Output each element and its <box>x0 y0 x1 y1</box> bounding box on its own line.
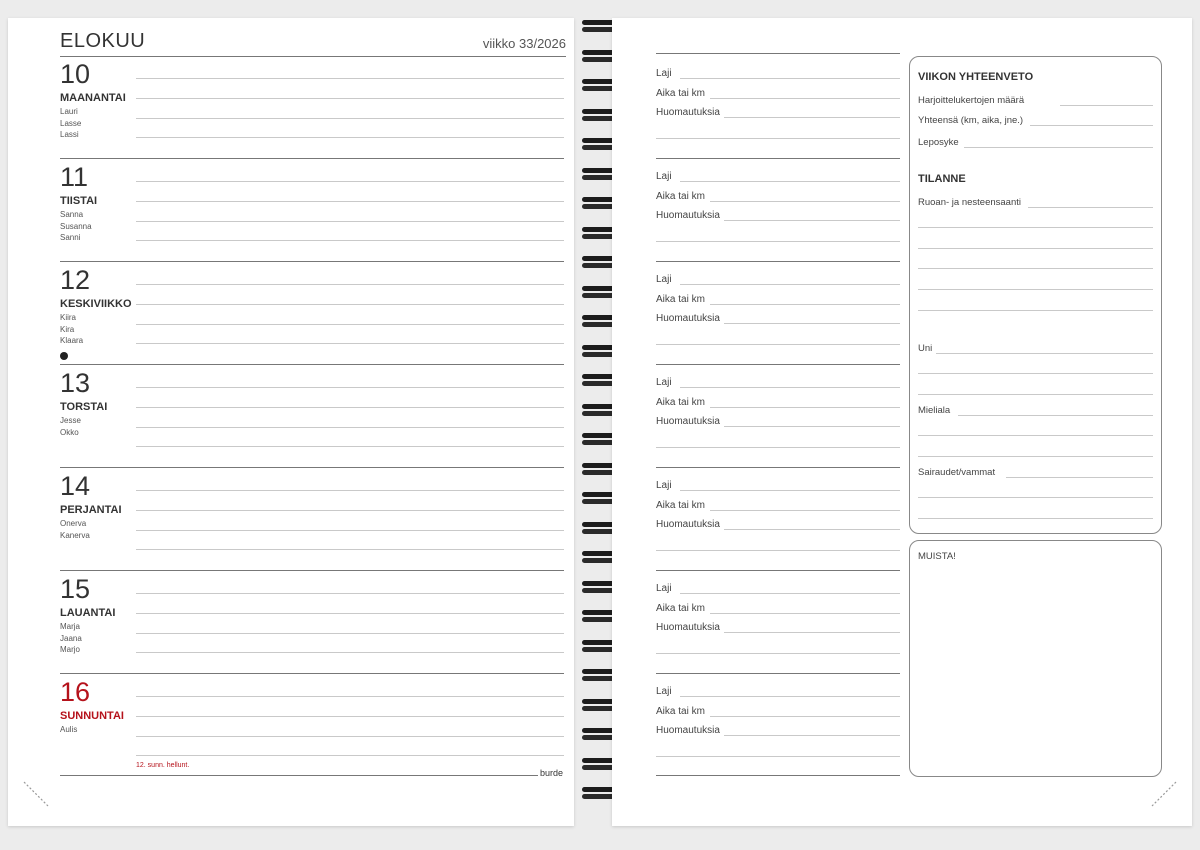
day-number: 10 <box>60 59 91 89</box>
writing-line[interactable] <box>918 289 1153 290</box>
laji-line[interactable] <box>680 284 900 285</box>
huom-label: Huomautuksia <box>656 416 720 427</box>
day-separator <box>60 261 564 262</box>
writing-line[interactable] <box>656 756 900 757</box>
laji-label: Laji <box>656 480 672 491</box>
brand-logo: burde <box>540 768 564 778</box>
aika-label: Aika tai km <box>656 191 705 202</box>
name-days <box>60 312 83 347</box>
laji-line[interactable] <box>680 696 900 697</box>
writing-line[interactable] <box>656 138 900 139</box>
name-days <box>60 209 92 244</box>
name-days <box>60 621 82 656</box>
summary-field-line[interactable] <box>964 147 1153 148</box>
writing-line[interactable] <box>656 653 900 654</box>
writing-line[interactable] <box>136 118 564 119</box>
writing-line[interactable] <box>918 497 1153 498</box>
day-name: PERJANTAI <box>60 504 122 516</box>
day-name: TIISTAI <box>60 195 98 207</box>
day-number: 13 <box>60 368 91 398</box>
name-day: Jaana <box>60 633 82 643</box>
writing-line[interactable] <box>918 248 1153 249</box>
training-block-friday[interactable] <box>656 480 900 580</box>
huom-line[interactable] <box>724 220 900 221</box>
writing-line[interactable] <box>918 310 1153 311</box>
name-day: Klaara <box>60 336 84 345</box>
aika-line[interactable] <box>710 510 900 511</box>
name-day: Susanna <box>60 221 92 231</box>
day-number: 14 <box>60 471 91 501</box>
summary-field-label: Harjoittelukertojen määrä <box>918 95 1025 106</box>
aika-label: Aika tai km <box>656 294 705 305</box>
aika-label: Aika tai km <box>656 706 705 717</box>
laji-line[interactable] <box>680 78 900 79</box>
day-saturday[interactable] <box>60 575 564 675</box>
huom-line[interactable] <box>724 117 900 118</box>
writing-line[interactable] <box>136 755 564 756</box>
writing-line[interactable] <box>918 518 1153 519</box>
writing-line[interactable] <box>136 490 564 491</box>
status-title: TILANNE <box>918 173 966 185</box>
day-separator <box>656 158 900 159</box>
left-page <box>8 18 574 826</box>
day-monday[interactable] <box>60 60 564 160</box>
huom-label: Huomautuksia <box>656 622 720 633</box>
header-rule <box>60 56 566 57</box>
status-field-label: Mieliala <box>918 405 951 416</box>
writing-line[interactable] <box>136 510 564 511</box>
day-name: TORSTAI <box>60 401 108 413</box>
name-day: Okko <box>60 427 79 437</box>
writing-line[interactable] <box>136 221 564 222</box>
huom-line[interactable] <box>724 426 900 427</box>
aika-line[interactable] <box>710 98 900 99</box>
header-rule <box>656 53 900 54</box>
laji-label: Laji <box>656 171 672 182</box>
name-day: Jesse <box>60 416 81 425</box>
aika-line[interactable] <box>710 201 900 202</box>
summary-title: VIIKON YHTEENVETO <box>918 71 1034 83</box>
huom-line[interactable] <box>724 529 900 530</box>
day-wednesday[interactable] <box>60 266 564 366</box>
name-day: Marja <box>60 622 81 631</box>
writing-line[interactable] <box>136 387 564 388</box>
huom-label: Huomautuksia <box>656 519 720 530</box>
status-field-label: Ruoan- ja nesteensaanti <box>918 197 1021 208</box>
day-separator <box>60 467 564 468</box>
huom-line[interactable] <box>724 632 900 633</box>
day-separator <box>60 158 564 159</box>
training-block-thursday[interactable] <box>656 377 900 477</box>
day-number: 12 <box>60 265 91 295</box>
writing-line[interactable] <box>136 201 564 202</box>
aika-label: Aika tai km <box>656 500 705 511</box>
writing-line[interactable] <box>136 181 564 182</box>
writing-line[interactable] <box>918 435 1153 436</box>
huom-line[interactable] <box>724 323 900 324</box>
training-block-sunday[interactable] <box>656 686 900 786</box>
day-separator <box>656 570 900 571</box>
writing-line[interactable] <box>136 716 564 717</box>
huom-label: Huomautuksia <box>656 313 720 324</box>
laji-label: Laji <box>656 377 672 388</box>
writing-line[interactable] <box>136 696 564 697</box>
name-day: Lasse <box>60 118 82 128</box>
day-tuesday[interactable] <box>60 163 564 263</box>
day-separator <box>656 261 900 262</box>
right-page <box>612 18 1192 826</box>
writing-line[interactable] <box>136 284 564 285</box>
day-separator <box>656 364 900 365</box>
day-number: 16 <box>60 677 91 707</box>
name-day: Sanni <box>60 233 81 242</box>
writing-line[interactable] <box>136 613 564 614</box>
full-moon-icon <box>60 352 68 360</box>
training-block-saturday[interactable] <box>656 583 900 683</box>
perforated-corner-icon <box>22 780 50 808</box>
day-separator <box>60 364 564 365</box>
name-day: Marjo <box>60 645 81 654</box>
summary-field-label: Leposyke <box>918 137 959 148</box>
name-day: Onerva <box>60 519 87 528</box>
writing-line[interactable] <box>136 78 564 79</box>
holiday-note: 12. sunn. hellunt. <box>136 762 190 769</box>
writing-line[interactable] <box>918 394 1153 395</box>
huom-label: Huomautuksia <box>656 210 720 221</box>
huom-line[interactable] <box>724 735 900 736</box>
status-field-label: Uni <box>918 343 933 354</box>
name-day: Lauri <box>60 107 78 116</box>
summary-field-label: Yhteensä (km, aika, jne.) <box>918 115 1024 126</box>
writing-line[interactable] <box>918 456 1153 457</box>
laji-label: Laji <box>656 583 672 594</box>
writing-line[interactable] <box>656 344 900 345</box>
footer-rule <box>656 775 900 776</box>
name-days <box>60 106 81 141</box>
laji-line[interactable] <box>680 181 900 182</box>
writing-line[interactable] <box>136 407 564 408</box>
laji-line[interactable] <box>680 593 900 594</box>
writing-line[interactable] <box>136 343 564 344</box>
day-separator <box>656 673 900 674</box>
day-separator <box>60 570 564 571</box>
aika-line[interactable] <box>710 716 900 717</box>
laji-line[interactable] <box>680 490 900 491</box>
day-friday[interactable] <box>60 472 564 572</box>
huom-label: Huomautuksia <box>656 725 720 736</box>
aika-line[interactable] <box>710 407 900 408</box>
name-day: Lassi <box>60 130 79 139</box>
memo-title: MUISTA! <box>918 551 956 562</box>
name-day: Kira <box>60 324 75 334</box>
name-days <box>60 518 90 541</box>
footer-rule <box>60 775 538 776</box>
writing-line[interactable] <box>918 373 1153 374</box>
name-day: Kiira <box>60 313 77 322</box>
writing-line[interactable] <box>136 304 564 305</box>
name-day: Aulis <box>60 725 78 734</box>
writing-line[interactable] <box>656 447 900 448</box>
perforated-corner-icon <box>1150 780 1178 808</box>
writing-line[interactable] <box>136 549 564 550</box>
day-name: KESKIVIIKKO <box>60 298 132 310</box>
writing-line[interactable] <box>136 446 564 447</box>
aika-label: Aika tai km <box>656 397 705 408</box>
status-field-label: Sairaudet/vammat <box>918 467 996 478</box>
aika-line[interactable] <box>710 613 900 614</box>
huom-label: Huomautuksia <box>656 107 720 118</box>
summary-field-line[interactable] <box>1030 125 1153 126</box>
writing-line[interactable] <box>136 736 564 737</box>
status-field-line[interactable] <box>1006 477 1153 478</box>
aika-label: Aika tai km <box>656 603 705 614</box>
day-name: LAUANTAI <box>60 607 116 619</box>
weekly-summary-box <box>909 56 1162 534</box>
writing-line[interactable] <box>136 137 564 138</box>
writing-line[interactable] <box>136 324 564 325</box>
day-thursday[interactable] <box>60 369 564 469</box>
laji-label: Laji <box>656 274 672 285</box>
writing-line[interactable] <box>136 98 564 99</box>
week-number: viikko 33/2026 <box>482 36 566 51</box>
name-days <box>60 724 77 736</box>
training-block-tuesday[interactable] <box>656 171 900 271</box>
month-title: ELOKUU <box>60 30 146 52</box>
day-name: MAANANTAI <box>60 92 126 104</box>
writing-line[interactable] <box>656 550 900 551</box>
writing-line[interactable] <box>136 652 564 653</box>
day-number: 11 <box>60 162 89 192</box>
writing-line[interactable] <box>656 241 900 242</box>
day-name: SUNNUNTAI <box>60 710 124 722</box>
aika-line[interactable] <box>710 304 900 305</box>
day-number: 15 <box>60 574 91 604</box>
status-field-line[interactable] <box>936 353 1153 354</box>
memo-box[interactable] <box>909 540 1162 777</box>
writing-line[interactable] <box>918 268 1153 269</box>
day-separator <box>60 673 564 674</box>
status-field-line[interactable] <box>958 415 1153 416</box>
name-days <box>60 415 81 438</box>
training-block-monday[interactable] <box>656 68 900 168</box>
writing-line[interactable] <box>136 427 564 428</box>
laji-label: Laji <box>656 68 672 79</box>
summary-field-line[interactable] <box>1060 105 1153 106</box>
writing-line[interactable] <box>136 240 564 241</box>
name-day: Kanerva <box>60 530 90 540</box>
aika-label: Aika tai km <box>656 88 705 99</box>
day-separator <box>656 467 900 468</box>
writing-line[interactable] <box>136 593 564 594</box>
laji-line[interactable] <box>680 387 900 388</box>
writing-line[interactable] <box>918 227 1153 228</box>
name-day: Sanna <box>60 210 84 219</box>
writing-line[interactable] <box>136 633 564 634</box>
training-block-wednesday[interactable] <box>656 274 900 374</box>
laji-label: Laji <box>656 686 672 697</box>
status-field-line[interactable] <box>1028 207 1153 208</box>
writing-line[interactable] <box>136 530 564 531</box>
